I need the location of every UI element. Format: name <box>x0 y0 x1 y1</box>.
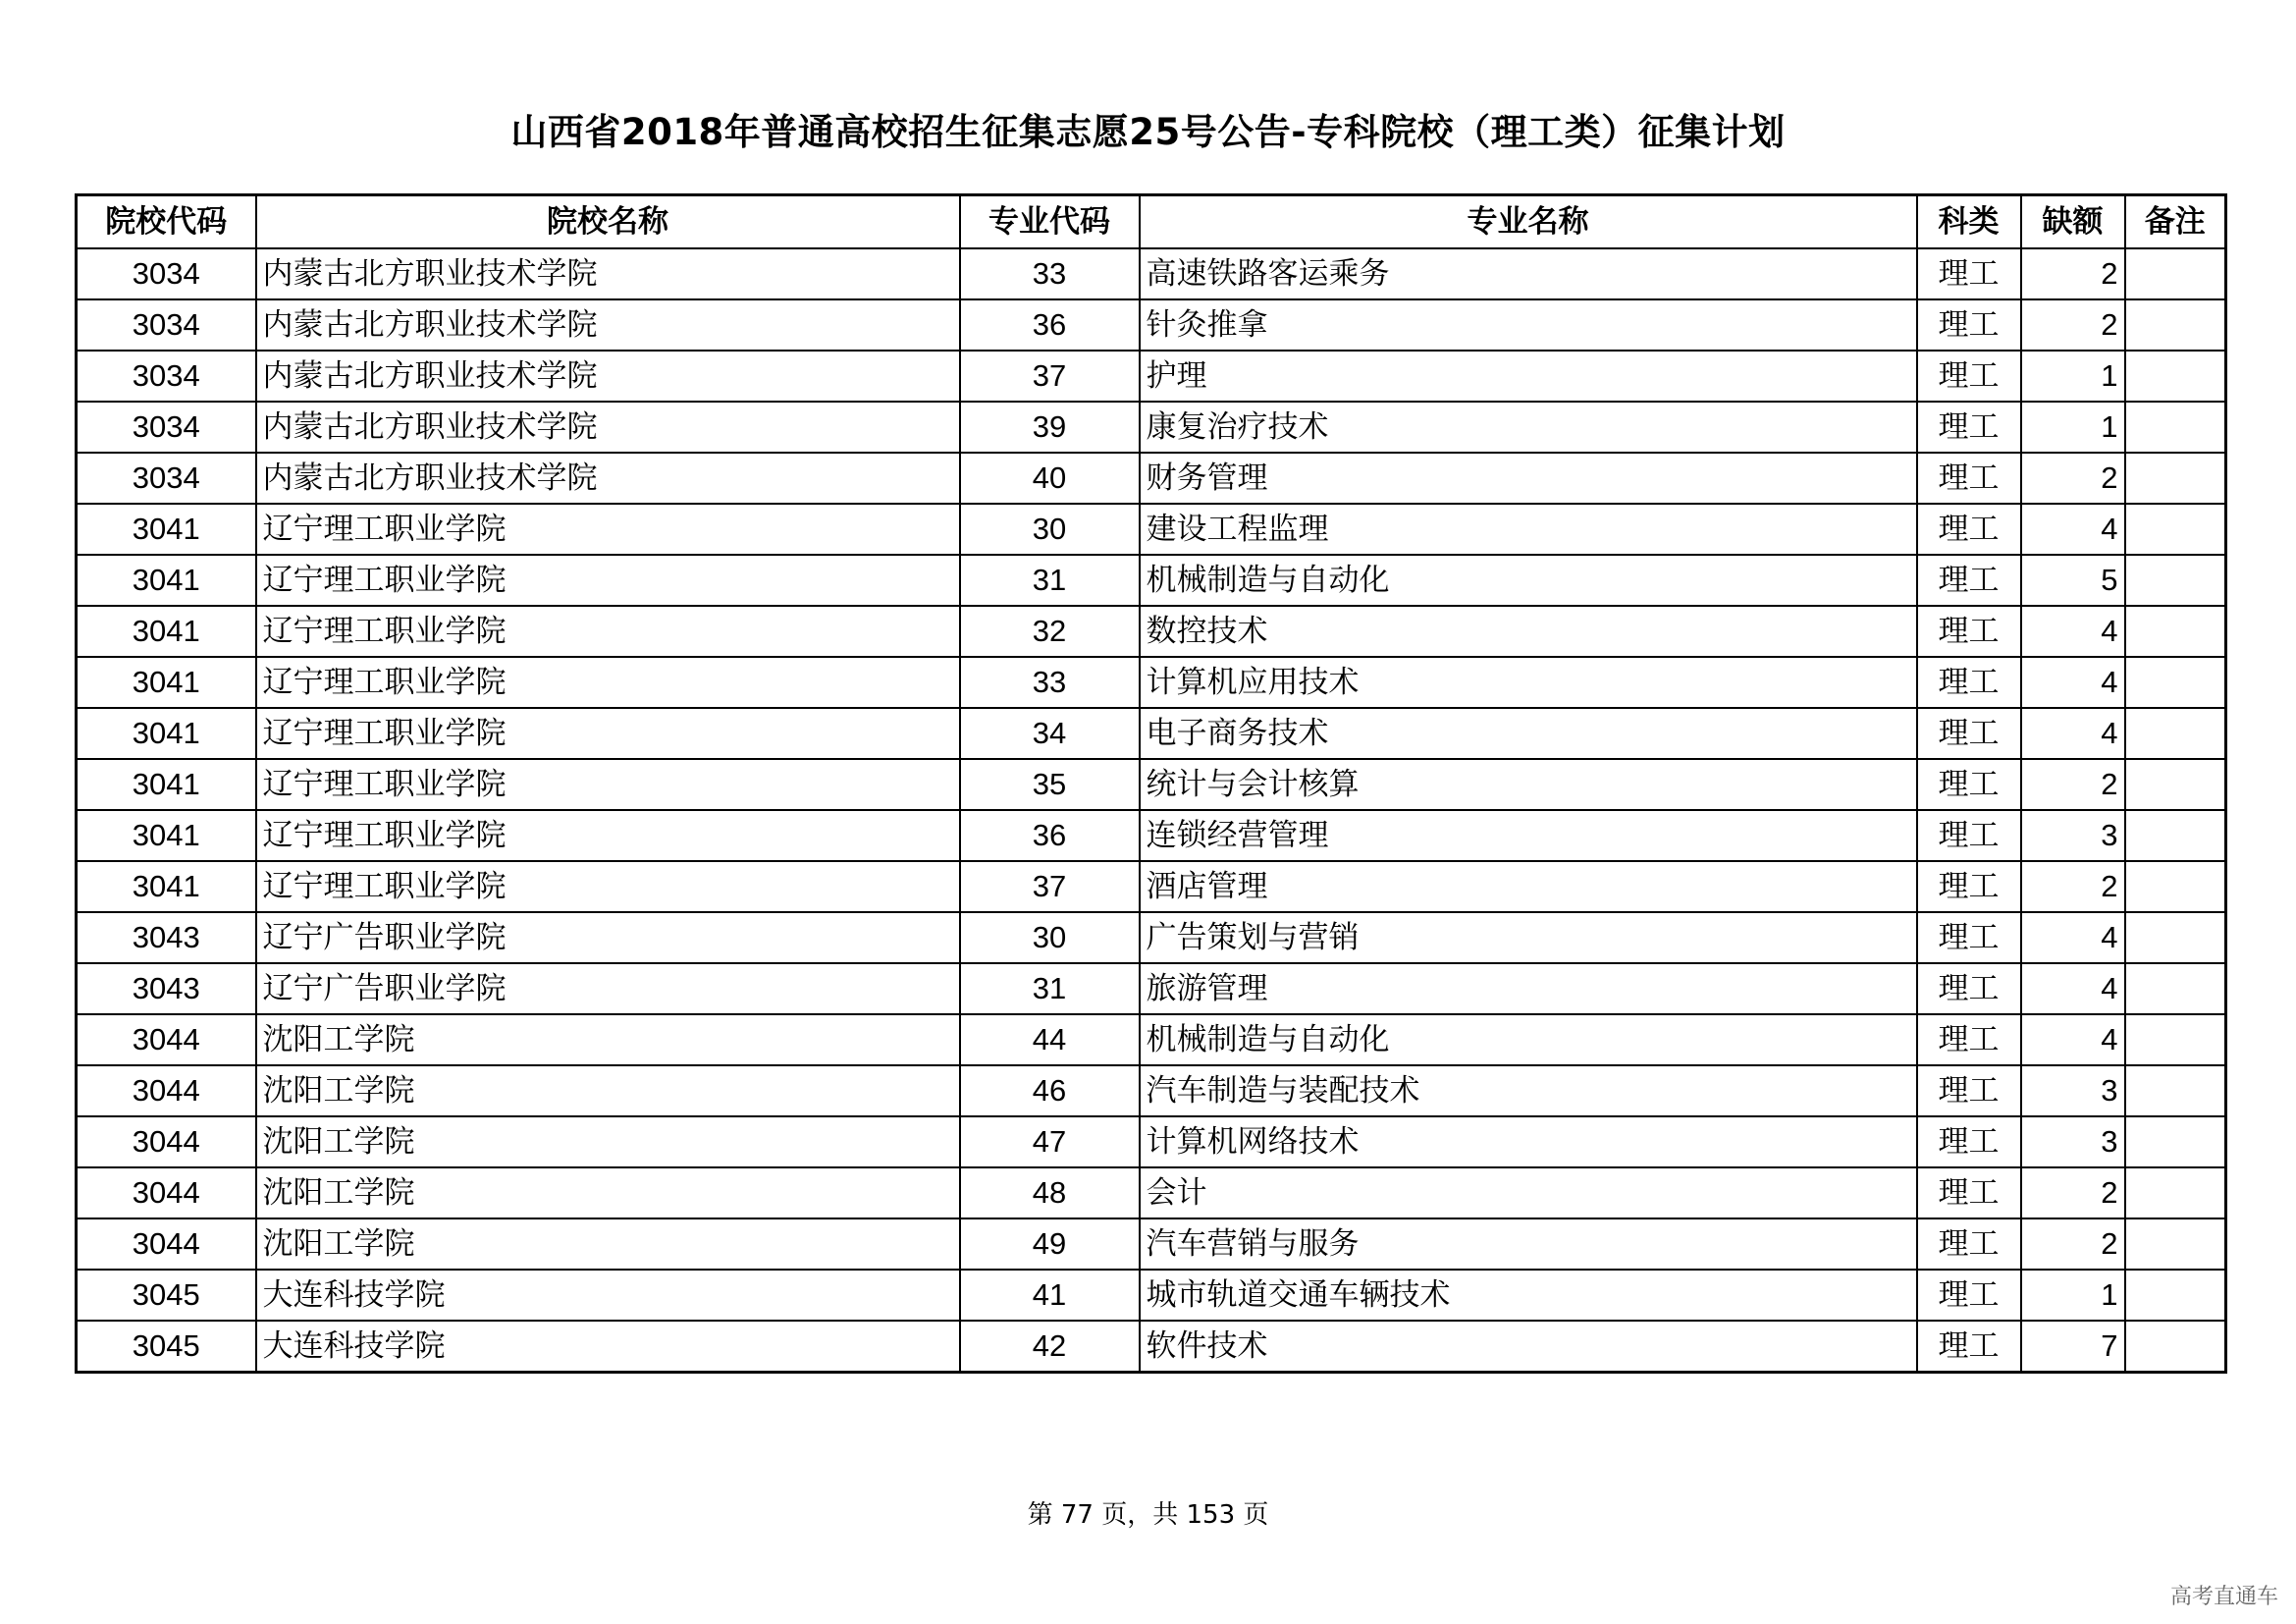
cell-quota: 2 <box>2021 248 2125 299</box>
table-row <box>77 606 2226 657</box>
table-row <box>77 861 2226 912</box>
cell-school-name: 辽宁广告职业学院 <box>256 963 960 1014</box>
header-major-code: 专业代码 <box>960 195 1140 249</box>
cell-school-name: 辽宁理工职业学院 <box>256 861 960 912</box>
cell-quota: 4 <box>2021 1014 2125 1065</box>
cell-major-name: 数控技术 <box>1140 606 1917 657</box>
cell-school-name: 大连科技学院 <box>256 1270 960 1321</box>
cell-category: 理工 <box>1917 912 2021 963</box>
cell-school-code: 3044 <box>77 1116 256 1167</box>
cell-remarks <box>2125 1167 2226 1218</box>
cell-remarks <box>2125 708 2226 759</box>
header-major-name: 专业名称 <box>1140 195 1917 249</box>
cell-remarks <box>2125 1321 2226 1373</box>
cell-major-code: 30 <box>960 504 1140 555</box>
cell-remarks <box>2125 299 2226 351</box>
table-row <box>77 1014 2226 1065</box>
cell-category: 理工 <box>1917 810 2021 861</box>
cell-school-code: 3034 <box>77 299 256 351</box>
header-school-name: 院校名称 <box>256 195 960 249</box>
cell-major-name: 康复治疗技术 <box>1140 402 1917 453</box>
cell-category: 理工 <box>1917 1321 2021 1373</box>
table-row <box>77 248 2226 299</box>
cell-school-code: 3041 <box>77 861 256 912</box>
table-row <box>77 299 2226 351</box>
cell-major-code: 32 <box>960 606 1140 657</box>
cell-major-name: 针灸推拿 <box>1140 299 1917 351</box>
cell-quota: 2 <box>2021 299 2125 351</box>
cell-school-name: 沈阳工学院 <box>256 1167 960 1218</box>
cell-category: 理工 <box>1917 759 2021 810</box>
cell-school-code: 3041 <box>77 810 256 861</box>
cell-category: 理工 <box>1917 555 2021 606</box>
cell-quota: 2 <box>2021 759 2125 810</box>
cell-major-code: 42 <box>960 1321 1140 1373</box>
cell-category: 理工 <box>1917 963 2021 1014</box>
cell-major-code: 33 <box>960 657 1140 708</box>
cell-remarks <box>2125 1218 2226 1270</box>
cell-quota: 1 <box>2021 402 2125 453</box>
cell-major-code: 46 <box>960 1065 1140 1116</box>
table-row <box>77 1270 2226 1321</box>
cell-major-name: 广告策划与营销 <box>1140 912 1917 963</box>
cell-category: 理工 <box>1917 1116 2021 1167</box>
cell-school-code: 3044 <box>77 1218 256 1270</box>
cell-school-code: 3034 <box>77 402 256 453</box>
cell-quota: 4 <box>2021 708 2125 759</box>
enrollment-plan-table <box>75 193 2227 1374</box>
cell-major-name: 软件技术 <box>1140 1321 1917 1373</box>
cell-school-name: 内蒙古北方职业技术学院 <box>256 248 960 299</box>
cell-school-name: 沈阳工学院 <box>256 1065 960 1116</box>
cell-remarks <box>2125 606 2226 657</box>
cell-school-name: 辽宁理工职业学院 <box>256 657 960 708</box>
cell-quota: 2 <box>2021 453 2125 504</box>
cell-category: 理工 <box>1917 248 2021 299</box>
table-row <box>77 555 2226 606</box>
cell-school-name: 辽宁理工职业学院 <box>256 810 960 861</box>
cell-school-code: 3044 <box>77 1167 256 1218</box>
cell-school-code: 3041 <box>77 555 256 606</box>
cell-remarks <box>2125 1014 2226 1065</box>
cell-major-code: 41 <box>960 1270 1140 1321</box>
table-row <box>77 1321 2226 1373</box>
cell-major-code: 36 <box>960 299 1140 351</box>
cell-major-name: 财务管理 <box>1140 453 1917 504</box>
cell-school-code: 3041 <box>77 504 256 555</box>
cell-quota: 4 <box>2021 912 2125 963</box>
cell-category: 理工 <box>1917 1270 2021 1321</box>
cell-remarks <box>2125 861 2226 912</box>
document-title: 山西省2018年普通高校招生征集志愿25号公告-专科院校（理工类）征集计划 <box>510 111 1786 153</box>
cell-school-name: 内蒙古北方职业技术学院 <box>256 351 960 402</box>
cell-major-name: 统计与会计核算 <box>1140 759 1917 810</box>
cell-category: 理工 <box>1917 1218 2021 1270</box>
cell-remarks <box>2125 810 2226 861</box>
cell-quota: 4 <box>2021 657 2125 708</box>
table-row <box>77 402 2226 453</box>
cell-remarks <box>2125 402 2226 453</box>
cell-quota: 3 <box>2021 810 2125 861</box>
cell-remarks <box>2125 453 2226 504</box>
cell-quota: 1 <box>2021 351 2125 402</box>
cell-major-code: 47 <box>960 1116 1140 1167</box>
table-row <box>77 759 2226 810</box>
cell-quota: 4 <box>2021 963 2125 1014</box>
header-category: 科类 <box>1917 195 2021 249</box>
table-body <box>77 248 2226 1373</box>
cell-school-name: 沈阳工学院 <box>256 1014 960 1065</box>
cell-remarks <box>2125 1270 2226 1321</box>
cell-school-name: 辽宁理工职业学院 <box>256 708 960 759</box>
cell-major-name: 机械制造与自动化 <box>1140 1014 1917 1065</box>
page-footer: 第 77 页，共 153 页 <box>1027 1500 1269 1530</box>
cell-category: 理工 <box>1917 504 2021 555</box>
table-row <box>77 912 2226 963</box>
table-row <box>77 810 2226 861</box>
cell-school-name: 辽宁理工职业学院 <box>256 555 960 606</box>
cell-major-code: 39 <box>960 402 1140 453</box>
table-row <box>77 708 2226 759</box>
cell-school-code: 3041 <box>77 657 256 708</box>
cell-school-name: 大连科技学院 <box>256 1321 960 1373</box>
cell-school-code: 3041 <box>77 759 256 810</box>
table-row <box>77 657 2226 708</box>
cell-school-code: 3034 <box>77 351 256 402</box>
cell-school-code: 3034 <box>77 248 256 299</box>
cell-major-name: 计算机应用技术 <box>1140 657 1917 708</box>
cell-category: 理工 <box>1917 402 2021 453</box>
cell-major-code: 37 <box>960 351 1140 402</box>
cell-major-name: 会计 <box>1140 1167 1917 1218</box>
cell-major-code: 49 <box>960 1218 1140 1270</box>
cell-category: 理工 <box>1917 861 2021 912</box>
cell-remarks <box>2125 1065 2226 1116</box>
cell-school-name: 辽宁广告职业学院 <box>256 912 960 963</box>
cell-school-code: 3034 <box>77 453 256 504</box>
cell-quota: 7 <box>2021 1321 2125 1373</box>
cell-category: 理工 <box>1917 453 2021 504</box>
cell-school-code: 3044 <box>77 1065 256 1116</box>
cell-quota: 2 <box>2021 861 2125 912</box>
table-row <box>77 963 2226 1014</box>
cell-major-code: 48 <box>960 1167 1140 1218</box>
cell-category: 理工 <box>1917 606 2021 657</box>
cell-remarks <box>2125 1116 2226 1167</box>
cell-category: 理工 <box>1917 299 2021 351</box>
cell-school-name: 内蒙古北方职业技术学院 <box>256 402 960 453</box>
table-row <box>77 1218 2226 1270</box>
table-row <box>77 453 2226 504</box>
cell-major-code: 40 <box>960 453 1140 504</box>
cell-major-name: 机械制造与自动化 <box>1140 555 1917 606</box>
cell-school-name: 辽宁理工职业学院 <box>256 606 960 657</box>
cell-major-name: 旅游管理 <box>1140 963 1917 1014</box>
cell-remarks <box>2125 248 2226 299</box>
cell-school-code: 3043 <box>77 963 256 1014</box>
cell-school-name: 内蒙古北方职业技术学院 <box>256 299 960 351</box>
cell-remarks <box>2125 912 2226 963</box>
cell-major-name: 计算机网络技术 <box>1140 1116 1917 1167</box>
cell-major-name: 高速铁路客运乘务 <box>1140 248 1917 299</box>
cell-major-code: 36 <box>960 810 1140 861</box>
cell-quota: 1 <box>2021 1270 2125 1321</box>
table-header-row <box>77 195 2226 249</box>
watermark: 高考直通车 <box>2169 1585 2278 1609</box>
cell-major-name: 城市轨道交通车辆技术 <box>1140 1270 1917 1321</box>
cell-school-code: 3041 <box>77 708 256 759</box>
table-row <box>77 504 2226 555</box>
cell-category: 理工 <box>1917 708 2021 759</box>
cell-major-name: 电子商务技术 <box>1140 708 1917 759</box>
header-remarks: 备注 <box>2125 195 2226 249</box>
cell-remarks <box>2125 657 2226 708</box>
cell-major-name: 连锁经营管理 <box>1140 810 1917 861</box>
cell-remarks <box>2125 504 2226 555</box>
cell-quota: 3 <box>2021 1065 2125 1116</box>
cell-major-name: 酒店管理 <box>1140 861 1917 912</box>
cell-school-name: 内蒙古北方职业技术学院 <box>256 453 960 504</box>
table-row <box>77 351 2226 402</box>
cell-major-code: 34 <box>960 708 1140 759</box>
cell-major-name: 护理 <box>1140 351 1917 402</box>
cell-quota: 2 <box>2021 1218 2125 1270</box>
cell-remarks <box>2125 555 2226 606</box>
cell-category: 理工 <box>1917 657 2021 708</box>
cell-quota: 4 <box>2021 504 2125 555</box>
cell-remarks <box>2125 759 2226 810</box>
cell-quota: 2 <box>2021 1167 2125 1218</box>
cell-school-code: 3041 <box>77 606 256 657</box>
cell-category: 理工 <box>1917 351 2021 402</box>
cell-major-name: 汽车制造与装配技术 <box>1140 1065 1917 1116</box>
cell-major-code: 31 <box>960 963 1140 1014</box>
cell-major-code: 30 <box>960 912 1140 963</box>
cell-school-code: 3045 <box>77 1270 256 1321</box>
cell-category: 理工 <box>1917 1014 2021 1065</box>
cell-major-code: 33 <box>960 248 1140 299</box>
cell-school-code: 3043 <box>77 912 256 963</box>
cell-quota: 3 <box>2021 1116 2125 1167</box>
cell-remarks <box>2125 963 2226 1014</box>
cell-major-code: 35 <box>960 759 1140 810</box>
cell-school-name: 沈阳工学院 <box>256 1116 960 1167</box>
cell-remarks <box>2125 351 2226 402</box>
cell-major-name: 建设工程监理 <box>1140 504 1917 555</box>
cell-school-name: 辽宁理工职业学院 <box>256 759 960 810</box>
table-row <box>77 1116 2226 1167</box>
cell-category: 理工 <box>1917 1065 2021 1116</box>
table-row <box>77 1167 2226 1218</box>
cell-major-code: 31 <box>960 555 1140 606</box>
cell-school-name: 辽宁理工职业学院 <box>256 504 960 555</box>
cell-quota: 4 <box>2021 606 2125 657</box>
cell-major-code: 44 <box>960 1014 1140 1065</box>
cell-quota: 5 <box>2021 555 2125 606</box>
cell-school-code: 3044 <box>77 1014 256 1065</box>
cell-school-code: 3045 <box>77 1321 256 1373</box>
cell-major-code: 37 <box>960 861 1140 912</box>
cell-category: 理工 <box>1917 1167 2021 1218</box>
cell-school-name: 沈阳工学院 <box>256 1218 960 1270</box>
cell-major-name: 汽车营销与服务 <box>1140 1218 1917 1270</box>
header-quota: 缺额 <box>2021 195 2125 249</box>
header-school-code: 院校代码 <box>77 195 256 249</box>
table-row <box>77 1065 2226 1116</box>
